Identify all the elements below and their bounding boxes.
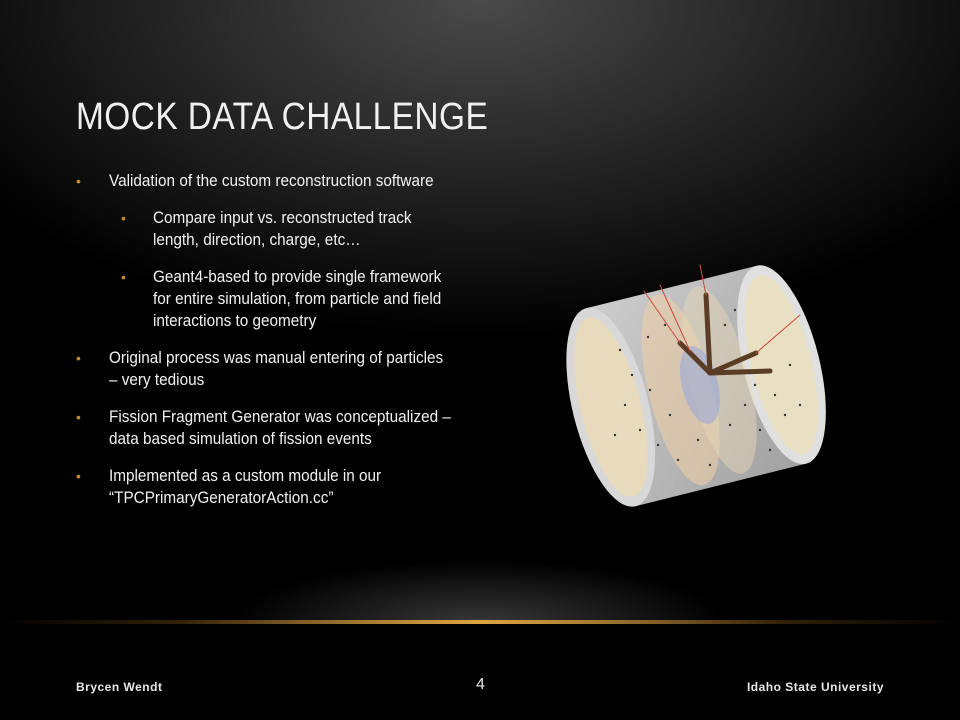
footer-author: Brycen Wendt — [76, 680, 163, 694]
bullet-text: Compare input vs. reconstructed track length, direction, charge, etc… — [153, 208, 412, 249]
bullet-icon: • — [76, 173, 81, 189]
bullet-item — [76, 170, 456, 192]
bullet-item — [76, 406, 456, 450]
bullet-icon: • — [76, 409, 81, 425]
bullet-text: Geant4-based to provide single framework for entire simulation, from particle and field interactions to geometry — [153, 267, 442, 330]
sub-bullet-item — [76, 207, 456, 251]
bullet-icon: • — [121, 210, 126, 226]
bullet-item — [76, 347, 456, 391]
page-number: 4 — [476, 676, 485, 693]
accent-divider — [0, 620, 960, 624]
bullet-icon: • — [121, 269, 126, 285]
bullet-item — [76, 465, 456, 509]
bullet-text: Fission Fragment Generator was conceptualized – data based simulation of fission events — [109, 407, 451, 448]
sub-bullet-item — [76, 266, 456, 332]
bullet-text: Original process was manual entering of particles – very tedious — [109, 348, 444, 389]
bullet-list-container — [76, 170, 456, 524]
bullet-list — [76, 170, 456, 509]
bullet-icon: • — [76, 350, 81, 366]
glow-haze — [230, 560, 730, 624]
footer-institution: Idaho State University — [746, 680, 884, 694]
tpc-simulation-figure — [560, 255, 840, 515]
bullet-text: Validation of the custom reconstruction software — [109, 171, 434, 190]
slide-title: MOCK DATA CHALLENGE — [76, 96, 489, 138]
bullet-text: Implemented as a custom module in our “TPCPrimaryGeneratorAction.cc” — [109, 466, 382, 507]
bullet-icon: • — [76, 468, 81, 484]
